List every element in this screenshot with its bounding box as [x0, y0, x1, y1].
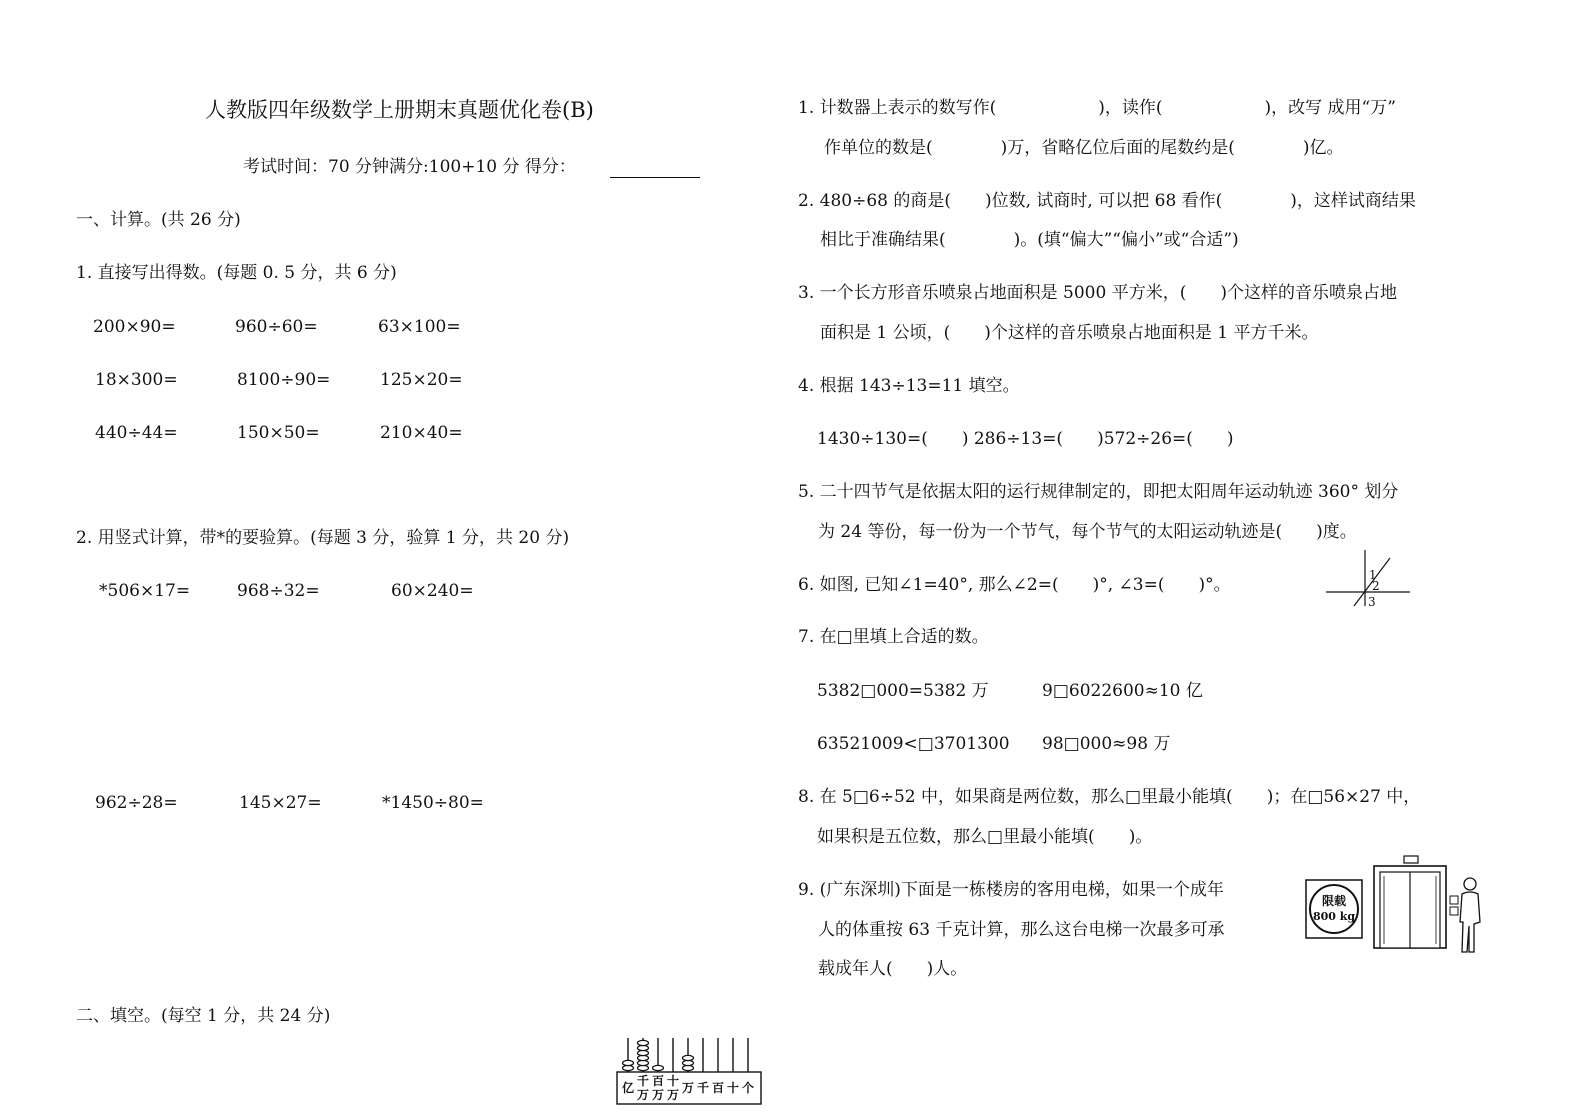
vertical-calc-item: *1450÷80= — [382, 793, 484, 813]
section-2-heading: 二、填空。(每空 1 分，共 24 分) — [76, 1006, 331, 1026]
abacus-label: 个 — [741, 1081, 755, 1095]
right-q3-line2: 面积是 1 公顷，( )个这样的音乐喷泉占地面积是 1 平方千米。 — [820, 323, 1319, 343]
abacus-label: 万 — [651, 1088, 665, 1102]
abacus-label: 万 — [636, 1088, 650, 1102]
right-q4-line2: 1430÷130=( ) 286÷13=( )572÷26=( ) — [817, 429, 1234, 449]
fill-item: 98□000≈98 万 — [1042, 734, 1171, 754]
right-q5-line2: 为 24 等份，每一份为一个节气，每个节气的太阳运动轨迹是( )度。 — [818, 522, 1357, 542]
abacus-label: 亿 — [621, 1081, 635, 1095]
abacus-label: 百 — [711, 1081, 725, 1095]
fill-item: 5382□000=5382 万 — [817, 681, 989, 701]
vertical-calc-item: *506×17= — [99, 581, 191, 601]
abacus-label: 百 — [651, 1074, 665, 1088]
angle-label-3: 3 — [1368, 595, 1376, 609]
abacus-bead — [653, 1065, 664, 1070]
angle-label-1: 1 — [1369, 568, 1377, 582]
vertical-calc-item: 60×240= — [391, 581, 474, 601]
right-q4-line1: 4. 根据 143÷13=11 填空。 — [798, 376, 1020, 396]
page-title: 人教版四年级数学上册期末真题优化卷(B) — [205, 98, 594, 122]
load-limit-label: 限载 — [1321, 894, 1347, 908]
elevator-figure — [1302, 852, 1488, 958]
right-q1-line2: 作单位的数是( )万，省略亿位后面的尾数约是( )亿。 — [824, 138, 1344, 158]
elevator-door — [1374, 856, 1446, 948]
abacus-label: 十 — [666, 1074, 680, 1088]
calc-item: 440÷44= — [95, 423, 178, 443]
abacus-bead — [683, 1055, 694, 1060]
right-q9-line1: 9. (广东深圳)下面是一栋楼房的客用电梯，如果一个成年 — [798, 880, 1224, 900]
abacus-label: 千 — [696, 1081, 710, 1095]
right-q8-line2: 如果积是五位数，那么□里最小能填( )。 — [817, 827, 1153, 847]
person-icon — [1460, 878, 1480, 952]
right-q1-line1: 1. 计数器上表示的数写作( )，读作( )，改写 成用“万” — [798, 98, 1396, 118]
abacus-bead — [638, 1040, 649, 1045]
question-2-label: 2. 用竖式计算，带*的要验算。(每题 3 分，验算 1 分，共 20 分) — [76, 528, 570, 548]
abacus-bead — [623, 1060, 634, 1065]
question-1-label: 1. 直接写出得数。(每题 0. 5 分，共 6 分) — [76, 263, 397, 283]
right-q2-line1: 2. 480÷68 的商是( )位数, 试商时, 可以把 68 看作( )，这样试商结果 — [798, 191, 1416, 211]
fill-item: 63521009<□3701300 — [817, 734, 1010, 754]
vertical-calc-item: 962÷28= — [95, 793, 178, 813]
right-q3-line1: 3. 一个长方形音乐喷泉占地面积是 5000 平方米，( )个这样的音乐喷泉占地 — [798, 283, 1397, 303]
floor-indicator — [1404, 856, 1418, 863]
call-buttons — [1450, 896, 1458, 915]
right-q6: 6. 如图, 已知∠1=40°, 那么∠2=( )°, ∠3=( )°。 — [798, 575, 1231, 595]
right-q8-line1: 8. 在 5□6÷52 中，如果商是两位数，那么□里最小能填( )；在□56×27 中， — [798, 787, 1421, 807]
calc-item: 960÷60= — [235, 317, 318, 337]
calc-item: 210×40= — [380, 423, 463, 443]
right-q9-line3: 载成年人( )人。 — [818, 959, 968, 979]
angle-label-2: 2 — [1372, 579, 1380, 593]
right-q5-line1: 5. 二十四节气是依据太阳的运行规律制定的，即把太阳周年运动轨迹 360° 划分 — [798, 482, 1399, 502]
exam-info: 考试时间：70 分钟满分:100+10 分 得分： — [243, 157, 576, 177]
right-q9-line2: 人的体重按 63 千克计算，那么这台电梯一次最多可承 — [818, 920, 1225, 940]
calc-item: 63×100= — [378, 317, 461, 337]
vertical-calc-item: 145×27= — [239, 793, 322, 813]
vertical-calc-item: 968÷32= — [237, 581, 320, 601]
abacus-figure — [614, 1034, 764, 1108]
score-blank — [610, 177, 700, 178]
right-q7-label: 7. 在□里填上合适的数。 — [798, 627, 989, 647]
right-q2-line2: 相比于准确结果( )。(填“偏大”“偏小”或“合适”) — [820, 230, 1239, 250]
calc-item: 8100÷90= — [237, 370, 331, 390]
load-limit-value: 800 kg — [1312, 910, 1356, 923]
calc-item: 125×20= — [380, 370, 463, 390]
calc-item: 200×90= — [93, 317, 176, 337]
abacus-label: 万 — [681, 1081, 695, 1095]
calc-item: 18×300= — [95, 370, 178, 390]
load-limit-sign — [1306, 880, 1362, 938]
calc-item: 150×50= — [237, 423, 320, 443]
section-1-heading: 一、计算。(共 26 分) — [76, 210, 241, 230]
abacus-label: 十 — [726, 1081, 740, 1095]
abacus-label: 千 — [636, 1074, 650, 1088]
fill-item: 9□6022600≈10 亿 — [1042, 681, 1203, 701]
angle-figure — [1322, 548, 1414, 610]
abacus-label: 万 — [666, 1088, 680, 1102]
